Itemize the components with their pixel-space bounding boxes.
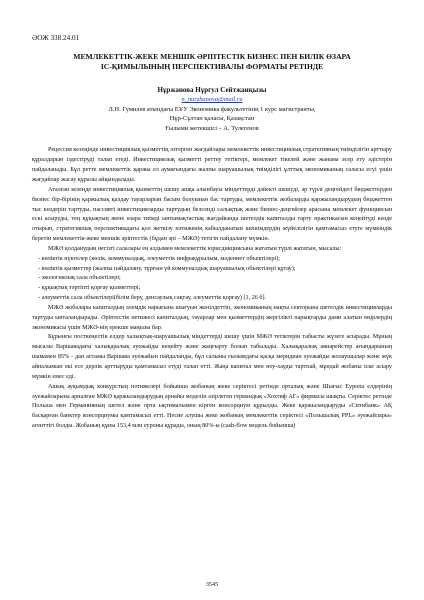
list-item: - көліктік қызметтер (жалпы пайдалану, тұрғын үй коммуналдық шаруашылық объектілері құтау); [38,265,296,272]
paragraph: Аталған кезеңде инвестициялық қызметтің шешу ашқа алынбауы міндеттерді дәйекті шешуді, әр түрлі деңгейдегі бюджеттерден бизнес бір-бірінің қаржылық қалдау тауарларын басым болуынан бас тартуды, мемлекеттік жобаларды қаржыландырудың бюджеттен тыс көздерін тартуды, пассивті инвестицияларды тартудың белсенді салықтық және бизнес-деңгейлер арасына мемлекет функциясын ескі асыруды, тең құқықтың жене өзара тиімді ынтымақтастық жағдайында шетелдік капиталды тарту практикасын кеңейтуді көзде отырып, стратегиялық перспективадағы қол жеткізу нәтиженің кабылданатын шешімдердің жүйелілігін қамтамасыз етуге мүмкіндік беретін мемлекеттік-жеке меншік әріптестік (бұдан әрі – МЖӘ) тетігін пайдалану мүмкін. [32,186,392,243]
supervisor: Ғылыми жетекшісі – А. Тулегенов [165,124,259,132]
page-number: 3545 [205,581,219,588]
paragraph: МЖӘ жобалары капиталдың әлемдік нарығына шығуын женілдеттіп, экономиканың нақты секторына шетелдік инвестицияларды тартуды ынталандырады. Әріптестік нетижесі капиталдың, тауарлар мен қызметтердің жергілікті нарықтарды дами алатын өңірлердің экономикасы үшін МЖӘ-нің ерекше маңызы бар. [32,304,392,331]
author-name: Нұржанова Нұргул Сейтжанқызы [157,85,267,94]
author-affiliation: Л.Н. Гумилев атындағы ЕҰУ Экономика факультетінің 1 курс магистранты, [108,105,316,113]
author-city: Нұр-Сұлтан қаласы, Қазақстан [169,115,255,123]
body-text [32,146,392,431]
title-line: МЕМЛЕКЕТТІК-ЖЕКЕ МЕНШІК ӘРІПТЕСТІК БИЗНЕС ПЕН БИЛІК ӨЗАРА [73,52,351,61]
udc-code: ӘОЖ 338.24.01 [32,34,80,42]
list-item: - әлеуметтік сала объектілері(білім беру, денсаулық сақтау, әлеуметтік қорғау) [1, 26 б]. [38,295,267,302]
list-item: - көліктік нүктелер (көлік, коммуналдық, әлеуметтік инфрақұрылым, мәдениет объектілері); [38,255,280,262]
list-item: - құқықтық тәртіпті қорғау қызметтері; [38,285,141,292]
title-line: ІС-ҚИМЫЛЫНЫҢ ПЕРСПЕКТИВАЛЫ ФОРМАТЫ РЕТІНДЕ [100,62,324,72]
list-item: - экологиялық сала объектілері; [38,275,121,282]
author-block [32,85,392,134]
paper-title [38,52,386,73]
paragraph: МЖӘ қолданудың негізгі салалары ең алдымен мемлекеттік юрисдикциясына жататын түрлі жататын, мысалы: [48,245,342,252]
author-email-link[interactable]: n_nurzhanova@mail.ru [181,96,243,103]
paragraph: Бұрынғы посткеңестік елдер халықтық-шаруашылық міндеттерді шешу үшін МЖӘ тетіктерін табысты жүзеге асырады. Мұның мысалы Варшавадағы халықаралық әуежайды кеңейту және жаңғырту болып табылады. Халықаралық авиарейстер ағындарының шамамен 85% - дан астамы Варшава әуежайын пайдаланды, бұл салыны ғылымдағы қасқа меридиан әуежайды жолаушылар және жүк айналымын екі есе дерлік арттыруды қамтамасыз етуді талап етті. Жаңа капитал мен ноу-хауды тартпай, мұндай жобаны іске асыру мүмкін емес еді. [32,334,392,380]
paragraph: Ашық ауқымдық конкурстың нәтижелері бойынша жобаның жеке серіктесі ретінде орталық және Шығыс Еуропа елдерінің әуежайларына арналған МЖӘ қаржыландырудың арнайы моделін әзірлеген германдық «Хохтиф АГ» фирмасы шықты. Серіктес ретінде Польша мен Германияның шетел және орта ықтималымен кірген консорциум құрылды. Жеке қаржыландыруды «Ситибанк» АҚ басқарған банктер консорциумы қамтамасыз етті. Несие алушы жеке жобаның мемлекеттік серіктесі «Польшалық PPL» әуежайлары» агенттігі болды. Жобаның құны 153,4 млн еуроны құрады, оның 80%-ы (cash-flow модель бойынша) [32,383,392,430]
paragraph: Рецессия кезеңінде инвестициялық қызметтің әзтерген жағдайлары мемлекеттік инвестициялық стратегияның тиімділігін арттыру құралдарын іздестіруді талап етеді. Инвестициялық қызметті реттеу тетіктері, мемлекет тікелей және жанама әсер ету әдістерін пайдаланады. Бұл ретте мемлекеттік қаржы ел аумағындағы жалпы шаруашылық тиімділігі ұлттық экономиканың саласы есуі үшін жағдайлар жасау құралы айқындалады. [32,147,392,183]
